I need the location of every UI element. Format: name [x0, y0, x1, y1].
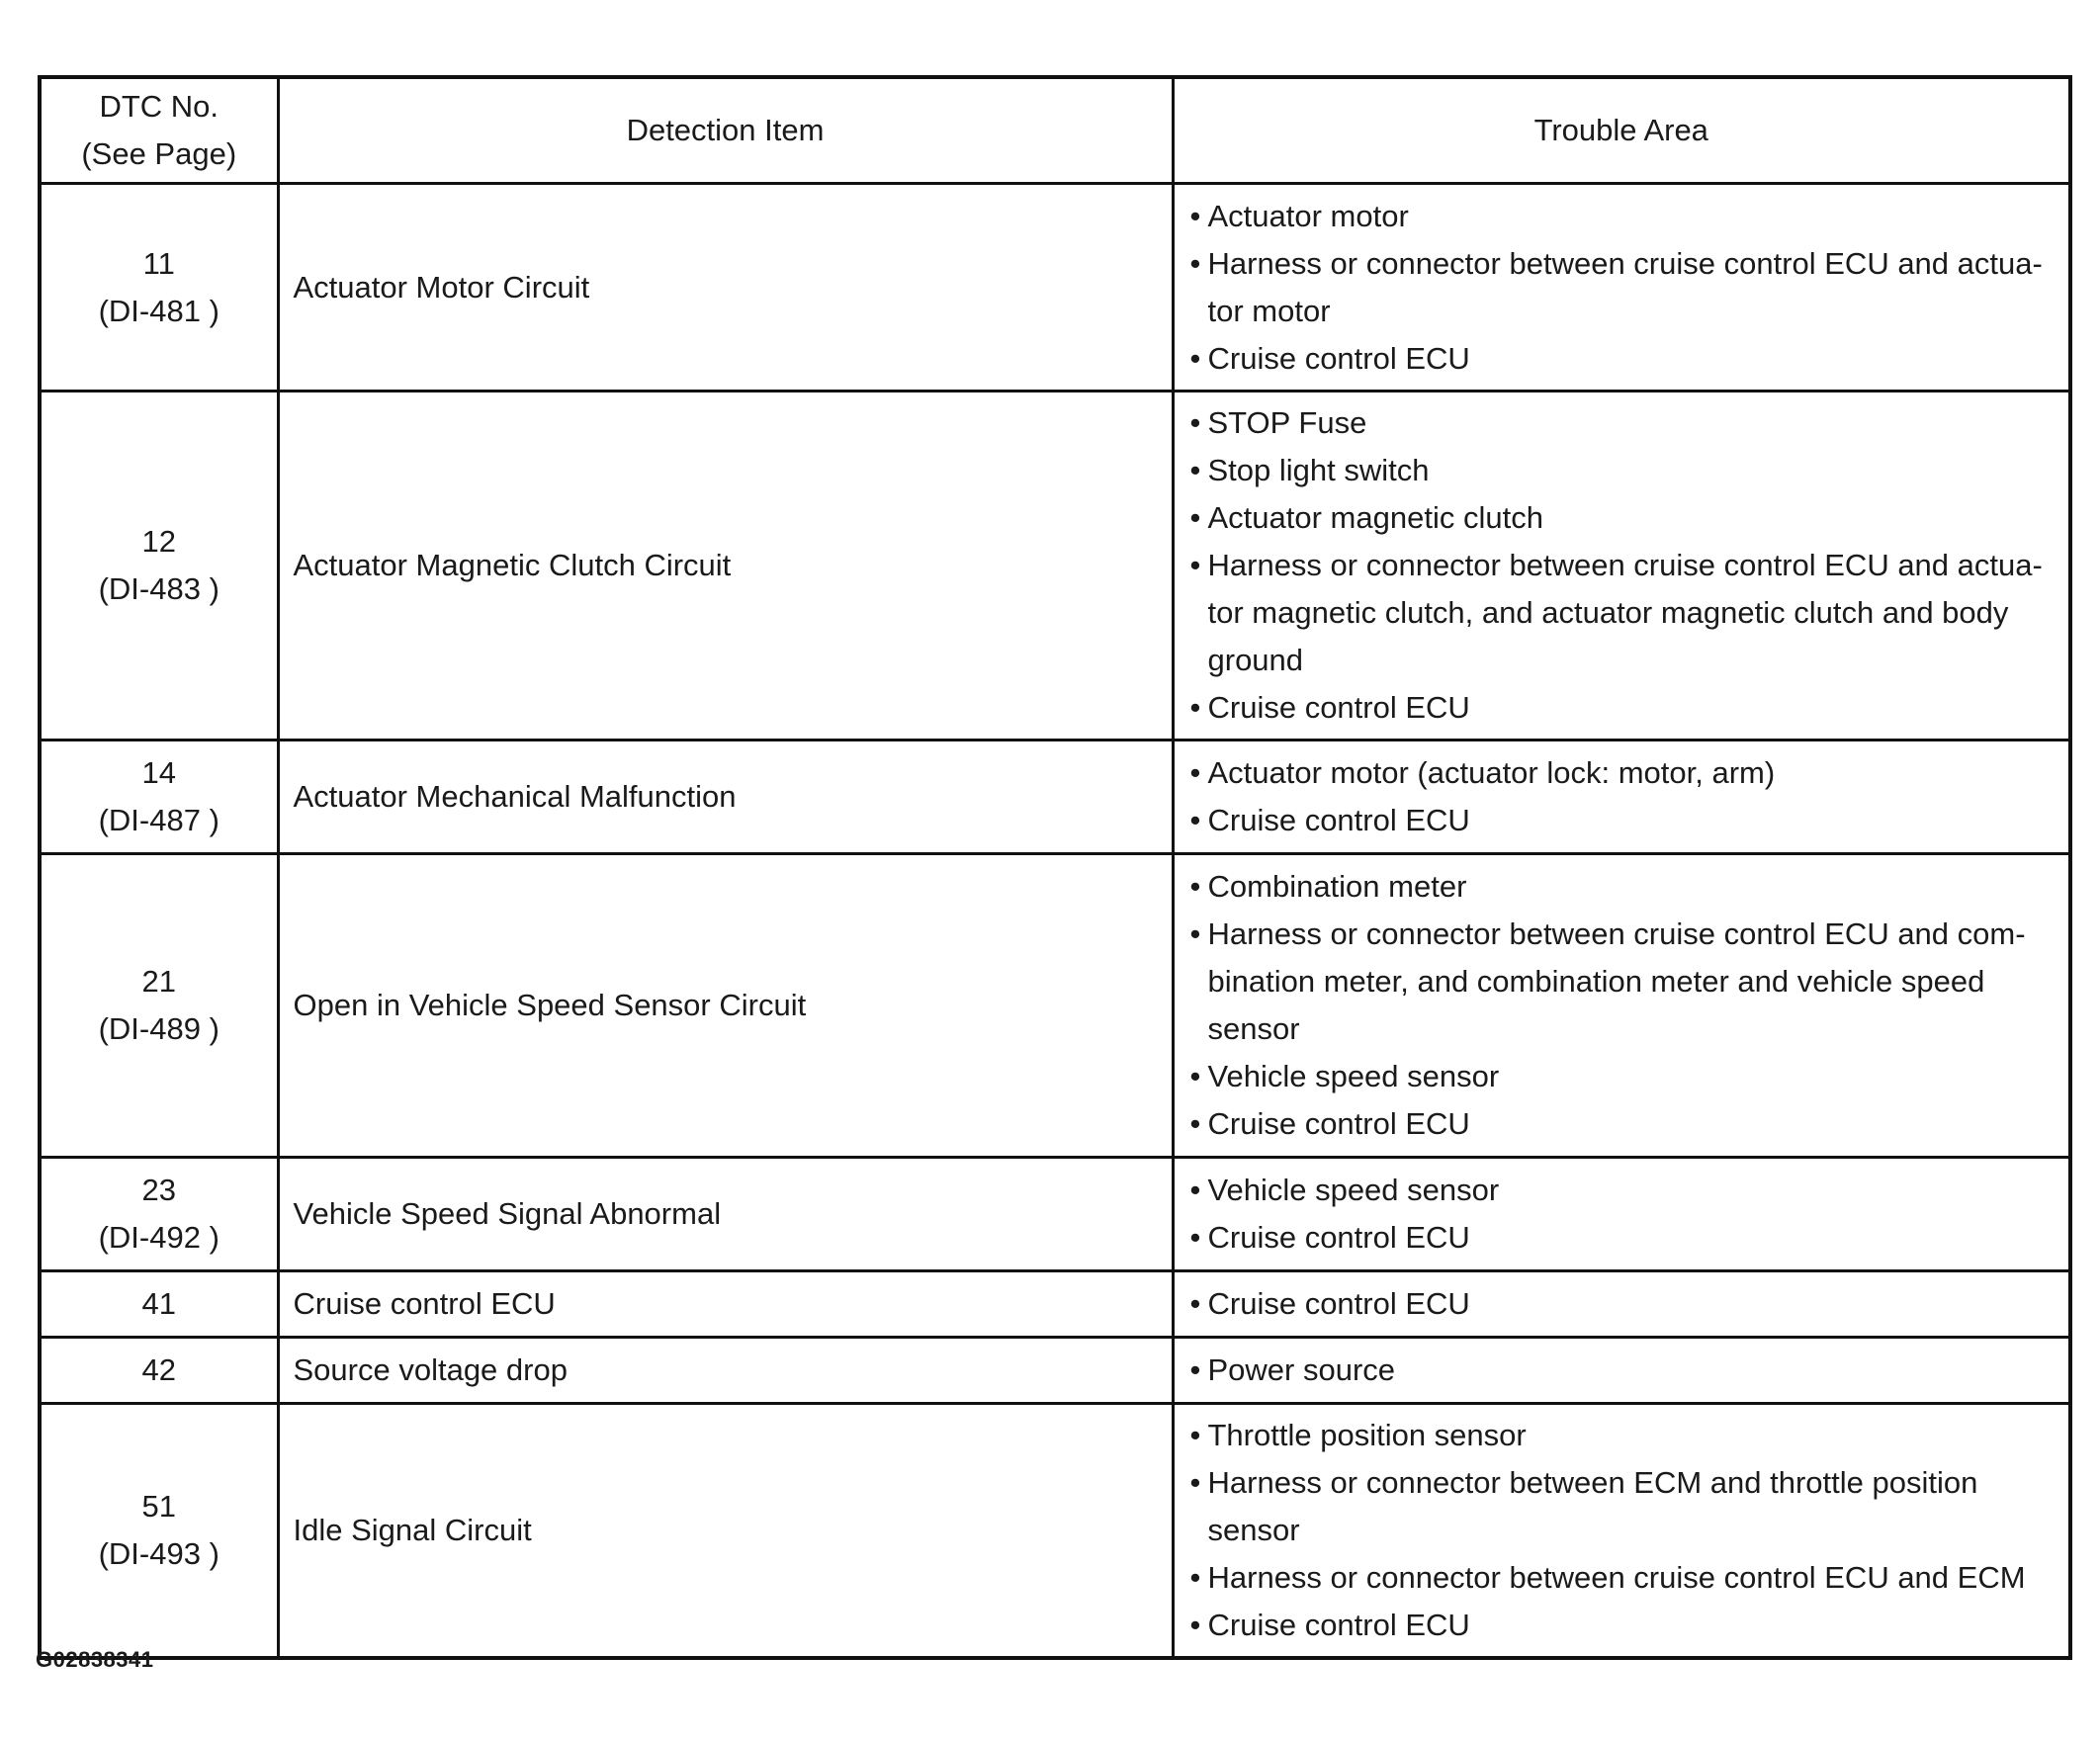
dtc-page-ref: (DI-492 ) — [98, 1220, 219, 1255]
trouble-area — [1173, 392, 2070, 741]
trouble-area-item: • Throttle position sensor — [1190, 1412, 2054, 1459]
header-row — [40, 77, 2070, 184]
dtc-code: 51 — [141, 1489, 176, 1524]
table-row — [40, 184, 2070, 392]
trouble-area-list — [1190, 1280, 2054, 1328]
trouble-area-item: • Harness or connector between cruise control ECU and ECM — [1190, 1554, 2054, 1602]
table-body — [40, 184, 2070, 1659]
trouble-area-item: • Actuator motor (actuator lock: motor, arm) — [1190, 749, 2054, 797]
trouble-area — [1173, 741, 2070, 854]
trouble-area-item: • Cruise control ECU — [1190, 1280, 2054, 1328]
dtc-code: 21 — [141, 964, 176, 999]
detection-item: Open in Vehicle Speed Sensor Circuit — [278, 854, 1173, 1158]
trouble-area-item: • Cruise control ECU — [1190, 335, 2054, 383]
trouble-area — [1173, 1271, 2070, 1338]
dtc-table — [38, 75, 2072, 1660]
trouble-area-item: • Actuator motor — [1190, 193, 2054, 240]
header-dtc-no: DTC No. (See Page) — [40, 77, 278, 184]
table-row — [40, 854, 2070, 1158]
dtc-page-ref: (DI-483 ) — [98, 571, 219, 606]
detection-item: Actuator Magnetic Clutch Circuit — [278, 392, 1173, 741]
table-row — [40, 1271, 2070, 1338]
trouble-area-item: • Stop light switch — [1190, 447, 2054, 494]
table-row — [40, 1404, 2070, 1659]
dtc-code: 12 — [141, 524, 176, 559]
trouble-area-item: • Cruise control ECU — [1190, 684, 2054, 732]
header-trouble-area: Trouble Area — [1173, 77, 2070, 184]
table-row — [40, 741, 2070, 854]
trouble-area — [1173, 854, 2070, 1158]
trouble-area-item: • Harness or connector between cruise control ECU and com-bination meter, and combination meter and vehicle speed sensor — [1190, 911, 2054, 1053]
dtc-code: 11 — [142, 245, 175, 281]
dtc-cell — [40, 1271, 278, 1338]
dtc-cell — [40, 1158, 278, 1271]
trouble-area-item: • Harness or connector between cruise control ECU and actua-tor motor — [1190, 240, 2054, 335]
detection-item: Cruise control ECU — [278, 1271, 1173, 1338]
trouble-area-item: • Power source — [1190, 1347, 2054, 1394]
trouble-area — [1173, 184, 2070, 392]
trouble-area-item: • Cruise control ECU — [1190, 797, 2054, 844]
trouble-area-item: • Combination meter — [1190, 863, 2054, 911]
dtc-code: 23 — [141, 1173, 176, 1207]
trouble-area-item: • Cruise control ECU — [1190, 1602, 2054, 1649]
detection-item: Source voltage drop — [278, 1338, 1173, 1404]
dtc-page-ref: (DI-487 ) — [98, 803, 219, 837]
trouble-area-list — [1190, 1347, 2054, 1394]
detection-item: Vehicle Speed Signal Abnormal — [278, 1158, 1173, 1271]
table-row — [40, 1338, 2070, 1404]
trouble-area-list — [1190, 1412, 2054, 1649]
dtc-cell — [40, 184, 278, 392]
dtc-cell — [40, 392, 278, 741]
trouble-area-item: • Vehicle speed sensor — [1190, 1167, 2054, 1214]
detection-item: Idle Signal Circuit — [278, 1404, 1173, 1659]
detection-item: Actuator Motor Circuit — [278, 184, 1173, 392]
dtc-page-ref: (DI-481 ) — [98, 293, 219, 328]
trouble-area-item: • Cruise control ECU — [1190, 1214, 2054, 1262]
trouble-area-item: • Vehicle speed sensor — [1190, 1053, 2054, 1100]
trouble-area — [1173, 1338, 2070, 1404]
trouble-area-list — [1190, 193, 2054, 383]
trouble-area-list — [1190, 863, 2054, 1148]
table-row — [40, 1158, 2070, 1271]
dtc-cell — [40, 1338, 278, 1404]
dtc-page-ref: (DI-489 ) — [98, 1011, 219, 1046]
trouble-area-list — [1190, 749, 2054, 844]
trouble-area-list — [1190, 399, 2054, 732]
trouble-area — [1173, 1404, 2070, 1659]
dtc-code: 41 — [141, 1286, 176, 1321]
dtc-code: 42 — [141, 1352, 176, 1387]
trouble-area-item: • Cruise control ECU — [1190, 1100, 2054, 1148]
header-detection-item: Detection Item — [278, 77, 1173, 184]
table-header — [40, 77, 2070, 184]
figure-id: G02838341 — [36, 1647, 154, 1672]
detection-item: Actuator Mechanical Malfunction — [278, 741, 1173, 854]
dtc-page-ref: (DI-493 ) — [98, 1536, 219, 1571]
trouble-area-item: • Harness or connector between ECM and throttle position sensor — [1190, 1459, 2054, 1554]
trouble-area-item: • STOP Fuse — [1190, 399, 2054, 447]
trouble-area-list — [1190, 1167, 2054, 1262]
dtc-cell — [40, 854, 278, 1158]
dtc-cell — [40, 1404, 278, 1659]
dtc-code: 14 — [141, 755, 176, 790]
table-row — [40, 392, 2070, 741]
trouble-area-item: • Harness or connector between cruise control ECU and actua-tor magnetic clutch, and actuator magnetic clutch and body ground — [1190, 542, 2054, 684]
trouble-area — [1173, 1158, 2070, 1271]
dtc-cell — [40, 741, 278, 854]
trouble-area-item: • Actuator magnetic clutch — [1190, 494, 2054, 542]
